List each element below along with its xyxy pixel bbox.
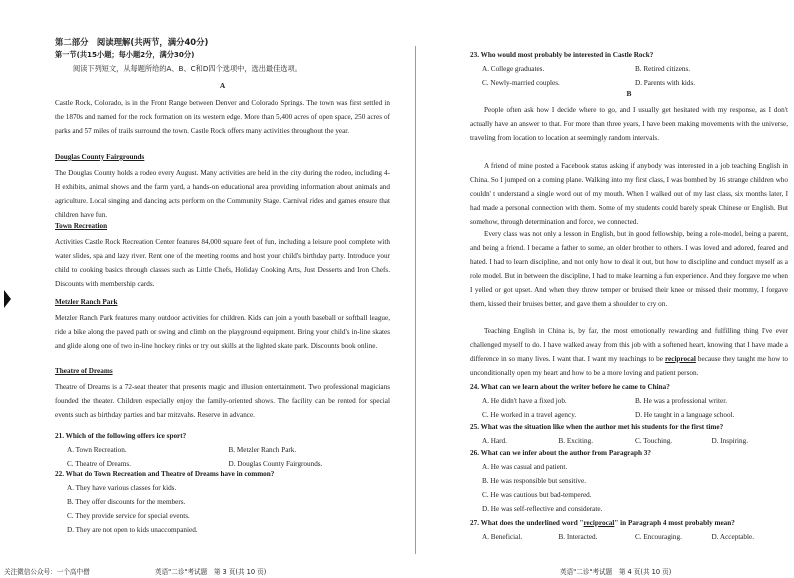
q27-stem-word: reciprocal (583, 519, 615, 527)
q25-stem: 25. What was the situation like when the author met his students for the first time? (470, 423, 724, 431)
question-23 (470, 48, 788, 90)
q24-option-d[interactable]: D. He taught in a language school. (635, 411, 735, 419)
p4-text-after: because they taught me how to unconditionally open my heart and how to be a more loving and patient person. (470, 355, 788, 377)
q25-option-a[interactable]: A. Hard. (482, 437, 507, 445)
heading-douglas: Douglas County Fairgrounds (55, 153, 145, 161)
q24-option-a[interactable]: A. He didn't have a fixed job. (482, 397, 567, 405)
q26-option-d[interactable]: D. He was self-reflective and considerate. (482, 505, 603, 513)
q27-option-a[interactable]: A. Beneficial. (482, 533, 523, 541)
passage-a-intro: Castle Rock, Colorado, is in the Front Range between Denver and Colorado Springs. The town was first settled in the 1870s and named for the rock formation on its western edge. More than 5,400 acres of open space, 250 acres of parks and 57 miles of trails surround the town. Castle Rock offers many activities throughout the year. (55, 99, 390, 135)
q26-option-a[interactable]: A. He was casual and patient. (482, 463, 568, 471)
q21-stem: 21. Which of the following offers ice sport? (55, 432, 187, 440)
passage-b-paragraph-3: Every class was not only a lesson in English, but in good fellowship, being a role-model, being a parent, and being a friend. I became a father to some, an older brother to others. I was loved and adored, feared and hated. I had to learn discipline, and not only how to deal it out, but how to discipline and conduct myself as a role model. But in between the discipline, I had to make learning a fun experience. And they forgave me when I yelled or got upset. And when they threw temper or bruised their knee or missed their mommy, I forgave them, kissed their bruises better, and gave them a shoulder to cry on. (470, 230, 788, 308)
q25-option-d[interactable]: D. Inspiring. (711, 437, 749, 445)
p4-text-before: Teaching English in China is, by far, the most emotionally rewarding and fulfilling thing I've ever challenged myself to do. I have walked away from this job with a softened heart, knowing that I have made a difference in so many lives. I want that. I want my teachings to be (470, 327, 788, 363)
text-town-recreation: Activities Castle Rock Recreation Center features 84,000 square feet of fun, including a leisure pool complete with water slides, spa and lazy river. Rent one of the meeting rooms and host your child's birthday party. Introduce your child to cooking basics through classes such as Little Chefs, Holiday Cooking Arts, Just Desserts and Iron Chefs. Discounts with membership cards. (55, 238, 390, 288)
question-26 (470, 446, 788, 516)
q25-option-b[interactable]: B. Exciting. (558, 437, 594, 445)
q23-option-d[interactable]: D. Parents with kids. (635, 79, 696, 87)
q22-option-a[interactable]: A. They have various classes for kids. (67, 484, 177, 492)
instruction: 阅读下列短文，从每题所给的A、B、C和D四个选项中，选出最佳选项。 (73, 64, 302, 73)
left-page (55, 0, 390, 578)
q21-option-d[interactable]: D. Douglas County Fairgrounds. (228, 460, 323, 468)
section-title: 第二部分 阅读理解(共两节，满分40分) (55, 37, 209, 47)
q22-option-c[interactable]: C. They provide service for special events. (67, 512, 190, 520)
passage-a-label: A (219, 81, 226, 90)
q23-stem: 23. Who would most probably be interested in Castle Rock? (470, 51, 654, 59)
q27-stem-before: 27. What does the underlined word " (470, 519, 584, 527)
watermark-text: 关注微信公众号：一个高中僧 (4, 568, 90, 576)
passage-b-paragraph-1: People often ask how I decide where to go, and I usually get hesitated with my response, as I don't actually have an answer to that. For more than three years, I have been making movements with the universe, traveling from location to location at seemingly random intervals. (470, 106, 788, 142)
q27-stem-after: " in Paragraph 4 most probably mean? (614, 519, 735, 527)
underlined-word-reciprocal: reciprocal (665, 355, 696, 363)
question-22 (55, 467, 390, 537)
text-douglas: The Douglas County holds a rodeo every August. Many activities are held in the city during the rodeo, including 4-H exhibits, animal shows and the farm yard, a hands-on educational area providing information about animals and agriculture. Local singing and dancing acts perform on the Community Stage. Carnival rides and games ensure that children have fun. (55, 169, 390, 219)
q22-option-d[interactable]: D. They are not open to kids unaccompanied. (67, 526, 198, 534)
heading-town-recreation: Town Recreation (55, 222, 108, 230)
question-24 (470, 380, 788, 422)
text-metzler: Metzler Ranch Park features many outdoor activities for children. Kids can join a youth baseball or softball league, ride a bike along the paved path or swing and climb on the playground equipment. Bring your child's in-line skates and glide along one of two in-line hockey rinks or try out skills at the lighted skate park. Discounts book online. (55, 314, 390, 350)
q24-option-c[interactable]: C. He worked in a travel agency. (482, 411, 577, 419)
q26-option-b[interactable]: B. He was responsible but sensitive. (482, 477, 587, 485)
q21-option-c[interactable]: C. Theatre of Dreams. (67, 460, 131, 468)
q21-option-a[interactable]: A. Town Recreation. (67, 446, 127, 454)
subsection-title: 第一节(共15小题；每小题2分，满分30分) (55, 50, 195, 59)
footer-page-4: 英语"二诊"考试题 第 4 页(共 10 页) (560, 568, 672, 576)
question-21 (55, 429, 390, 471)
heading-metzler: Metzler Ranch Park (55, 298, 118, 306)
footer-page-3: 英语"二诊"考试题 第 3 页(共 10 页) (155, 568, 267, 576)
q21-option-b[interactable]: B. Metzler Ranch Park. (228, 446, 297, 454)
q23-option-b[interactable]: B. Retired citizens. (635, 65, 691, 73)
q27-stem (470, 516, 788, 530)
q23-option-a[interactable]: A. College graduates. (482, 65, 545, 73)
q26-option-c[interactable]: C. He was cautious but bad-tempered. (482, 491, 592, 499)
right-page (470, 0, 788, 578)
q23-option-c[interactable]: C. Newly-married couples. (482, 79, 560, 87)
passage-b-paragraph-4 (470, 324, 788, 380)
q25-option-c[interactable]: C. Touching. (635, 437, 673, 445)
q24-option-b[interactable]: B. He was a professional writer. (635, 397, 728, 405)
text-theatre: Theatre of Dreams is a 72-seat theater that presents magic and illusion entertainment. Two professional magicians founded the theater. Children especially enjoy the family-oriented shows. The facility can be rented for special events such as birthday parties and bar mitzvahs. Reserve in advance. (55, 383, 390, 419)
q27-option-c[interactable]: C. Encouraging. (635, 533, 682, 541)
page-divider (415, 46, 416, 554)
q22-option-b[interactable]: B. They offer discounts for the members. (67, 498, 186, 506)
page-turn-arrow-icon (4, 290, 11, 308)
q27-option-d[interactable]: D. Acceptable. (711, 533, 755, 541)
q26-stem: 26. What can we infer about the author from Paragraph 3? (470, 449, 651, 457)
passage-b-paragraph-2: A friend of mine posted a Facebook status asking if anybody was interested in a job teaching English in China. So I jumped on a coming plane. Walking into my first class, I was bombed by 16 strange children who couldn' t understand a single word out of my mouth. When I walked out of my last class, six months later, I had made a personal connection with them. Some of my students could barely speak Chinese or English. But somehow, through determination and force, we connected. (470, 162, 788, 226)
q27-option-b[interactable]: B. Interacted. (558, 533, 598, 541)
question-25 (470, 420, 788, 448)
question-27 (470, 516, 788, 544)
q24-stem: 24. What can we learn about the writer before he came to China? (470, 383, 670, 391)
q22-stem: 22. What do Town Recreation and Theatre of Dreams have in common? (55, 470, 275, 478)
passage-b-label: B (626, 89, 632, 98)
heading-theatre: Theatre of Dreams (55, 367, 113, 375)
